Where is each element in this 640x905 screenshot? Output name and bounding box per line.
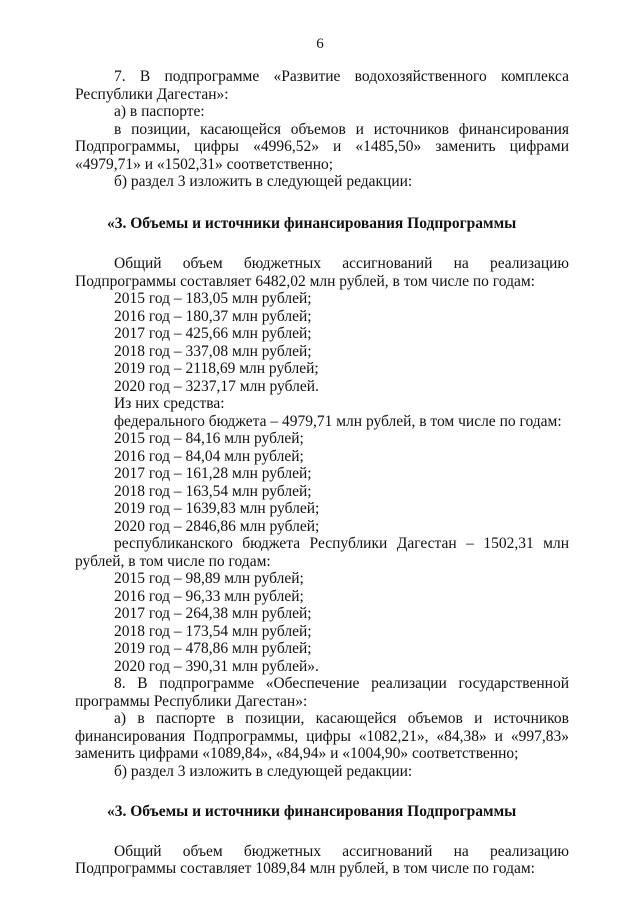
year-line: 2016 год – 180,37 млн рублей; — [114, 307, 312, 325]
year-line: 2020 год – 3237,17 млн рублей. — [114, 377, 319, 395]
page-number: 6 — [316, 36, 324, 52]
of-them-label: Из них средства: — [114, 395, 225, 412]
year-line: 2015 год – 98,89 млн рублей; — [114, 570, 304, 587]
year-line: 2016 год – 96,33 млн рублей; — [114, 587, 304, 605]
section-8-intro: 8. В подпрограмме «Обеспечение реализации государственной программы Республики Дагестан»: — [75, 675, 569, 710]
section-7-b-text: б) раздел 3 изложить в следующей редакции: — [114, 173, 413, 190]
section-7-intro: 7. В подпрограмме «Развитие водохозяйственного комплекса Республики Дагестан»: — [75, 68, 569, 103]
year-line: 2019 год – 2118,69 млн рублей; — [114, 360, 319, 377]
section-8-total: Общий объем бюджетных ассигнований на реализацию Подпрограммы составляет 1089,84 млн рублей, в том числе по годам: — [75, 842, 569, 877]
section-7-total: Общий объем бюджетных ассигнований на реализацию Подпрограммы составляет 6482,02 млн рублей, в том числе по годам: — [75, 255, 569, 290]
year-line: 2017 год – 264,38 млн рублей; — [114, 605, 312, 622]
document-body — [75, 68, 569, 878]
year-line: 2018 год – 173,54 млн рублей; — [114, 622, 312, 640]
section-8-a-text: а) в паспорте в позиции, касающейся объемов и источников финансирования Подпрограммы, цифры «1082,21», «84,38» и «997,83» заменить цифрами «1089,84», «84,94» и «1004,90» соответственно; — [75, 710, 569, 762]
section-7-a-text: в позиции, касающейся объемов и источников финансирования Подпрограммы, цифры «4996,52» и «1485,50» заменить цифрами «4979,71» и «1502,31» соответственно; — [75, 120, 569, 173]
section-7-a-passport: а) в паспорте: — [114, 103, 205, 120]
year-line: 2018 год – 163,54 млн рублей; — [114, 482, 312, 500]
year-line: 2020 год – 2846,86 млн рублей; — [114, 517, 320, 535]
year-line: 2019 год – 478,86 млн рублей; — [114, 640, 312, 657]
year-line: 2016 год – 84,04 млн рублей; — [114, 447, 304, 465]
year-line: 2017 год – 425,66 млн рублей; — [114, 325, 312, 342]
year-line: 2017 год – 161,28 млн рублей; — [114, 465, 312, 482]
federal-budget-line: федерального бюджета – 4979,71 млн рублей, в том числе по годам: — [114, 412, 562, 430]
section-8-b-text: б) раздел 3 изложить в следующей редакции: — [114, 762, 413, 780]
section-7-heading: «3. Объемы и источники финансирования Подпрограммы — [107, 214, 517, 232]
year-line: 2015 год – 183,05 млн рублей; — [114, 290, 312, 307]
republic-budget-line: республиканского бюджета Республики Дагестан – 1502,31 млн рублей, в том числе по годам: — [75, 535, 569, 570]
year-line: 2018 год – 337,08 млн рублей; — [114, 342, 312, 360]
year-line: 2015 год – 84,16 млн рублей; — [114, 430, 304, 447]
year-line: 2020 год – 390,31 млн рублей». — [114, 657, 319, 675]
section-8-heading: «3. Объемы и источники финансирования Подпрограммы — [107, 803, 517, 820]
year-line: 2019 год – 1639,83 млн рублей; — [114, 500, 320, 517]
